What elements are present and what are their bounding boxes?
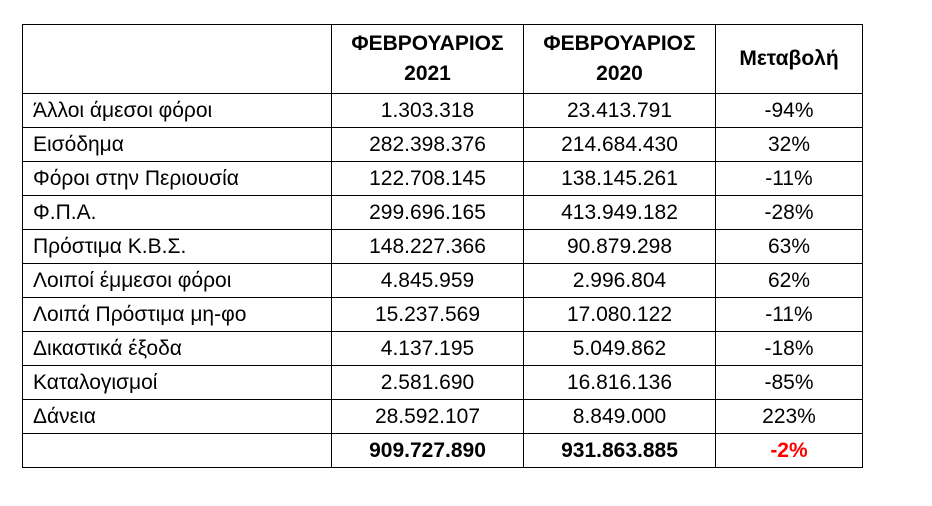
- row-2020-cell: 214.684.430: [524, 128, 716, 162]
- table-row: [23, 230, 863, 264]
- row-2020-cell: 17.080.122: [524, 298, 716, 332]
- row-change-cell: -11%: [716, 162, 863, 196]
- row-label-cell: Άλλοι άμεσοι φόροι: [23, 94, 332, 128]
- row-label-cell: Φόροι στην Περιουσία: [23, 162, 332, 196]
- table-row: [23, 400, 863, 434]
- row-change-cell: -28%: [716, 196, 863, 230]
- row-label-cell: Καταλογισμοί: [23, 366, 332, 400]
- table-row: [23, 94, 863, 128]
- total-2020-cell: 931.863.885: [524, 434, 716, 468]
- row-2021-cell: 4.137.195: [332, 332, 524, 366]
- row-2020-cell: 413.949.182: [524, 196, 716, 230]
- row-2020-cell: 2.996.804: [524, 264, 716, 298]
- table-body: [23, 94, 863, 468]
- table-row: [23, 366, 863, 400]
- table-row: [23, 162, 863, 196]
- table-header-row: [23, 25, 863, 94]
- row-2021-cell: 4.845.959: [332, 264, 524, 298]
- table-total-row: [23, 434, 863, 468]
- row-2020-cell: 138.145.261: [524, 162, 716, 196]
- row-2020-cell: 5.049.862: [524, 332, 716, 366]
- row-2020-cell: 16.816.136: [524, 366, 716, 400]
- header-feb-2020: [524, 25, 716, 94]
- row-2020-cell: 23.413.791: [524, 94, 716, 128]
- row-change-cell: 62%: [716, 264, 863, 298]
- header-feb-2021: [332, 25, 524, 94]
- row-change-cell: 32%: [716, 128, 863, 162]
- row-2021-cell: 28.592.107: [332, 400, 524, 434]
- row-2021-cell: 282.398.376: [332, 128, 524, 162]
- header-feb-2021-year: 2021: [404, 62, 451, 85]
- table-row: [23, 264, 863, 298]
- row-label-cell: Λοιπά Πρόστιμα μη-φο: [23, 298, 332, 332]
- table-row: [23, 196, 863, 230]
- row-change-cell: -94%: [716, 94, 863, 128]
- header-change: Μεταβολή: [716, 25, 863, 94]
- row-2021-cell: 148.227.366: [332, 230, 524, 264]
- header-feb-2020-year: 2020: [596, 62, 643, 85]
- row-2021-cell: 1.303.318: [332, 94, 524, 128]
- row-change-cell: -85%: [716, 366, 863, 400]
- header-empty-cell: [23, 25, 332, 94]
- row-label-cell: Λοιποί έμμεσοι φόροι: [23, 264, 332, 298]
- row-change-cell: 223%: [716, 400, 863, 434]
- row-label-cell: Πρόστιμα Κ.Β.Σ.: [23, 230, 332, 264]
- total-change-cell: -2%: [716, 434, 863, 468]
- row-2021-cell: 122.708.145: [332, 162, 524, 196]
- total-label-cell: [23, 434, 332, 468]
- row-2020-cell: 90.879.298: [524, 230, 716, 264]
- row-label-cell: Εισόδημα: [23, 128, 332, 162]
- total-2021-cell: 909.727.890: [332, 434, 524, 468]
- row-change-cell: 63%: [716, 230, 863, 264]
- row-label-cell: Δικαστικά έξοδα: [23, 332, 332, 366]
- row-change-cell: -18%: [716, 332, 863, 366]
- revenue-comparison-table: [22, 24, 863, 468]
- header-feb-2020-month: ΦΕΒΡΟΥΑΡΙΟΣ: [543, 32, 696, 55]
- header-feb-2021-month: ΦΕΒΡΟΥΑΡΙΟΣ: [351, 32, 504, 55]
- table-row: [23, 298, 863, 332]
- row-2021-cell: 2.581.690: [332, 366, 524, 400]
- table-row: [23, 332, 863, 366]
- row-2020-cell: 8.849.000: [524, 400, 716, 434]
- row-2021-cell: 299.696.165: [332, 196, 524, 230]
- row-label-cell: Φ.Π.Α.: [23, 196, 332, 230]
- table-row: [23, 128, 863, 162]
- row-2021-cell: 15.237.569: [332, 298, 524, 332]
- row-label-cell: Δάνεια: [23, 400, 332, 434]
- row-change-cell: -11%: [716, 298, 863, 332]
